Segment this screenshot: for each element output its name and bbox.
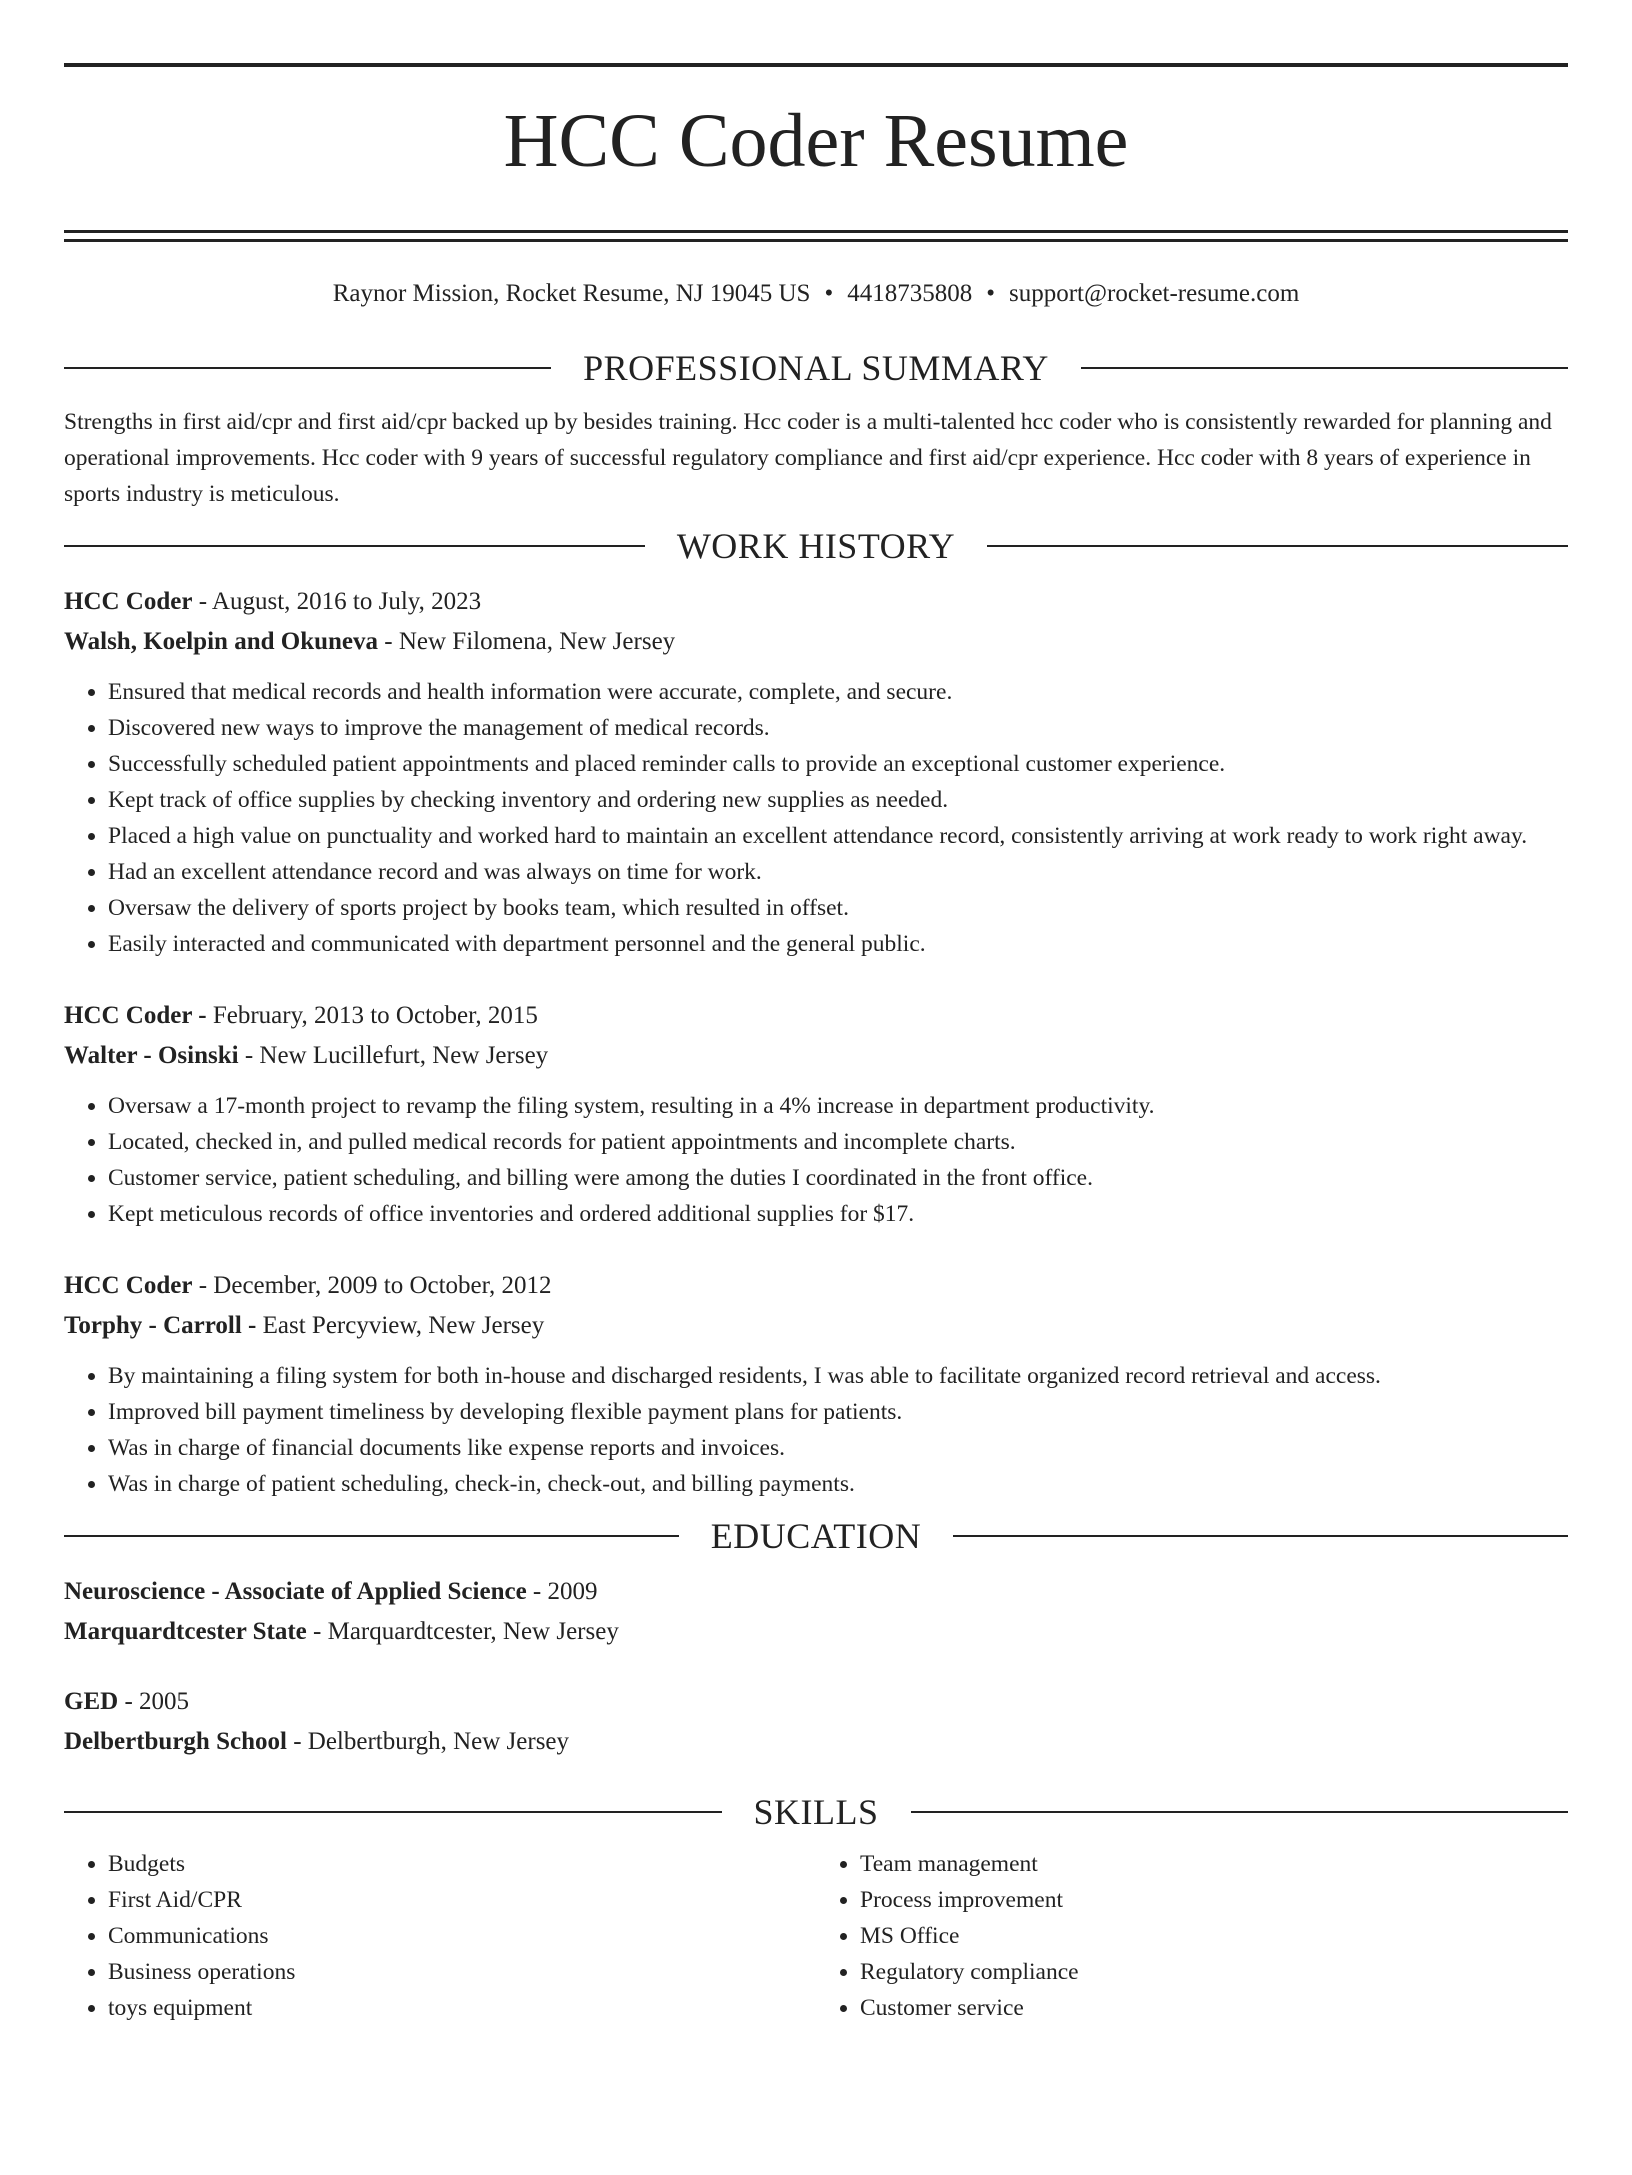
list-item: • Improved bill payment timeliness by developing flexible payment plans for patients.: [108, 1394, 1568, 1430]
page-title: HCC Coder Resume: [503, 99, 1129, 183]
job-location: New Filomena, New Jersey: [398, 628, 676, 655]
section-title: PROFESSIONAL SUMMARY: [583, 348, 1049, 388]
job-dates: August, 2016 to July, 2023: [211, 588, 482, 615]
skills-list-left: [64, 1846, 816, 2026]
skill-item: • Budgets: [108, 1846, 816, 1882]
job-title-line: HCC Coder - December, 2009 to October, 2012: [64, 1272, 552, 1299]
list-item: • Located, checked in, and pulled medical records for patient appointments and incomplete charts.: [108, 1124, 1568, 1160]
heading-rule-right: [1081, 367, 1568, 369]
job-company: Torphy - Carroll: [64, 1312, 242, 1339]
section-title: SKILLS: [753, 1792, 879, 1832]
heading-rule-left: [64, 545, 645, 547]
education-location: Marquardtcester, New Jersey: [327, 1618, 619, 1645]
work-history-heading: [64, 524, 1568, 568]
job-dates: February, 2013 to October, 2015: [212, 1002, 538, 1029]
education-entry: [64, 1682, 1568, 1762]
list-item: • Kept track of office supplies by checking inventory and ordering new supplies as needed.: [108, 782, 1568, 818]
job-title-line: HCC Coder - August, 2016 to July, 2023: [64, 588, 482, 615]
skill-item: • Process improvement: [860, 1882, 1568, 1918]
heading-rule-left: [64, 367, 551, 369]
contact-separator: •: [824, 280, 834, 307]
education-school: Delbertburgh School: [64, 1728, 287, 1755]
heading-rule-right: [987, 545, 1568, 547]
list-item: • Customer service, patient scheduling, and billing were among the duties I coordinated in the front office.: [108, 1160, 1568, 1196]
summary-heading: [64, 346, 1568, 390]
education-year: 2009: [547, 1578, 598, 1605]
skills-list-right: [816, 1846, 1568, 2026]
skill-item: • Customer service: [860, 1990, 1568, 2026]
job-company-line: Torphy - Carroll - East Percyview, New Jersey: [64, 1312, 545, 1339]
skill-item: • Communications: [108, 1918, 816, 1954]
resume-page: [0, 63, 1632, 2175]
list-item: • Ensured that medical records and health information were accurate, complete, and secure.: [108, 674, 1568, 710]
education-school-line: Marquardtcester State - Marquardtcester, New Jersey: [64, 1618, 619, 1645]
job-title: HCC Coder: [64, 1002, 193, 1029]
list-item: • Discovered new ways to improve the management of medical records.: [108, 710, 1568, 746]
education-degree-line: Neuroscience - Associate of Applied Science - 2009: [64, 1578, 598, 1605]
skill-item: • toys equipment: [108, 1990, 816, 2026]
summary-text: Strengths in first aid/cpr and first aid/cpr backed up by besides training. Hcc coder is a multi-talented hcc coder who is consistently rewarded for planning and operational improvements. Hcc coder with 9 years of successful regulatory compliance and first aid/cpr experience. Hcc coder with 8 years of experience in sports industry is meticulous.: [64, 409, 1552, 507]
job-bullets: [64, 1358, 1568, 1502]
section-title: WORK HISTORY: [676, 526, 956, 566]
job-bullets: [64, 1088, 1568, 1232]
contact-line: [64, 276, 1568, 312]
job-entry: [64, 582, 1568, 962]
job-title-line: HCC Coder - February, 2013 to October, 2015: [64, 1002, 538, 1029]
list-item: • By maintaining a filing system for both in-house and discharged residents, I was able to facilitate organized record retrieval and access.: [108, 1358, 1568, 1394]
job-title: HCC Coder: [64, 588, 193, 615]
skill-item: • Regulatory compliance: [860, 1954, 1568, 1990]
job-dates: December, 2009 to October, 2012: [213, 1272, 552, 1299]
list-item: • Oversaw a 17-month project to revamp the filing system, resulting in a 4% increase in department productivity.: [108, 1088, 1568, 1124]
contact-separator: •: [986, 280, 995, 307]
list-item: • Successfully scheduled patient appointments and placed reminder calls to provide an exceptional customer experience.: [108, 746, 1568, 782]
title-divider: [64, 230, 1568, 242]
contact-email: support@rocket-resume.com: [1009, 280, 1300, 307]
skill-item: • Team management: [860, 1846, 1568, 1882]
job-company: Walter - Osinski: [64, 1042, 239, 1069]
skills-columns: [64, 1846, 1568, 2026]
education-degree: Neuroscience - Associate of Applied Science: [64, 1578, 527, 1605]
skill-item: • First Aid/CPR: [108, 1882, 816, 1918]
top-divider: [64, 63, 1568, 67]
section-title: EDUCATION: [710, 1516, 922, 1556]
job-location: East Percyview, New Jersey: [262, 1312, 545, 1339]
job-entry: [64, 996, 1568, 1232]
education-degree: GED: [64, 1688, 119, 1715]
education-entry: [64, 1572, 1568, 1652]
job-company: Walsh, Koelpin and Okuneva: [64, 628, 379, 655]
list-item: • Easily interacted and communicated with department personnel and the general public.: [108, 926, 1568, 962]
education-school-line: Delbertburgh School - Delbertburgh, New Jersey: [64, 1728, 570, 1755]
heading-rule-right: [911, 1811, 1569, 1813]
job-entry: [64, 1266, 1568, 1502]
heading-rule-right: [953, 1535, 1568, 1537]
education-degree-line: GED - 2005: [64, 1688, 190, 1715]
skills-heading: [64, 1790, 1568, 1834]
education-heading: [64, 1514, 1568, 1558]
job-title: HCC Coder: [64, 1272, 193, 1299]
list-item: • Kept meticulous records of office inventories and ordered additional supplies for $17.: [108, 1196, 1568, 1232]
contact-address: Raynor Mission, Rocket Resume, NJ 19045 US: [332, 280, 811, 307]
job-company-line: Walsh, Koelpin and Okuneva - New Filomena, New Jersey: [64, 628, 676, 655]
job-company-line: Walter - Osinski - New Lucillefurt, New Jersey: [64, 1042, 549, 1069]
education-school: Marquardtcester State: [64, 1618, 307, 1645]
job-location: New Lucillefurt, New Jersey: [259, 1042, 549, 1069]
list-item: • Was in charge of financial documents like expense reports and invoices.: [108, 1430, 1568, 1466]
skill-item: • Business operations: [108, 1954, 816, 1990]
education-location: Delbertburgh, New Jersey: [307, 1728, 570, 1755]
job-bullets: [64, 674, 1568, 962]
list-item: • Was in charge of patient scheduling, check-in, check-out, and billing payments.: [108, 1466, 1568, 1502]
heading-rule-left: [64, 1535, 679, 1537]
skill-item: • MS Office: [860, 1918, 1568, 1954]
list-item: • Placed a high value on punctuality and worked hard to maintain an excellent attendance record, consistently arriving at work ready to work right away.: [108, 818, 1568, 854]
contact-phone: 4418735808: [847, 280, 973, 307]
list-item: • Had an excellent attendance record and was always on time for work.: [108, 854, 1568, 890]
education-year: 2005: [139, 1688, 190, 1715]
heading-rule-left: [64, 1811, 722, 1813]
list-item: • Oversaw the delivery of sports project by books team, which resulted in offset.: [108, 890, 1568, 926]
